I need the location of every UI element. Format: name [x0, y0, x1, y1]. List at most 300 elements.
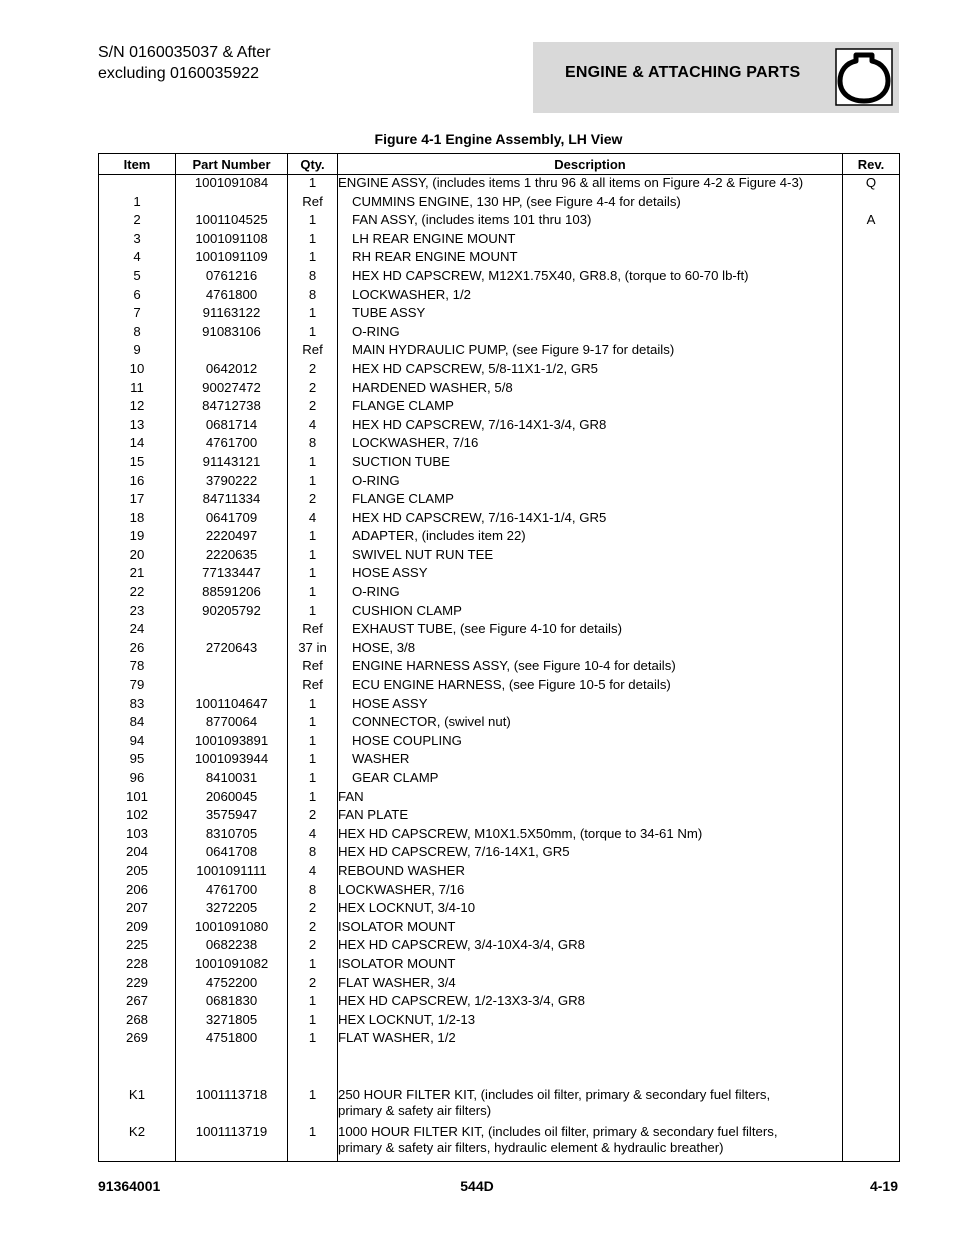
description-text: LOCKWASHER, 7/16	[338, 881, 465, 897]
description-text: EXHAUST TUBE, (see Figure 4-10 for details)	[352, 621, 622, 637]
table-row	[99, 454, 900, 473]
cell-part-number: 1001091084	[176, 175, 288, 194]
cell-item: 207	[99, 900, 176, 919]
description-text: FLANGE CLAMP	[352, 491, 454, 507]
empty-cell	[99, 1049, 176, 1087]
description-text: LOCKWASHER, 7/16	[352, 435, 479, 451]
cell-qty: 8	[288, 287, 338, 306]
cell-qty: 1	[288, 993, 338, 1012]
description-text: HOSE COUPLING	[352, 732, 462, 748]
cell-description	[338, 882, 843, 901]
cell-part-number: 90205792	[176, 603, 288, 622]
cell-part-number: 2060045	[176, 789, 288, 808]
description-text: O-RING	[352, 323, 400, 339]
cell-part-number: 3790222	[176, 473, 288, 492]
table-header-row	[99, 154, 900, 175]
cell-part-number: 1001091111	[176, 863, 288, 882]
cell-qty: 4	[288, 417, 338, 436]
cell-qty: Ref	[288, 658, 338, 677]
cell-item	[99, 175, 176, 194]
description-text: CUSHION CLAMP	[352, 602, 462, 618]
cell-qty: 1	[288, 175, 338, 194]
cell-rev: Q	[843, 175, 900, 194]
cell-description	[338, 603, 843, 622]
cell-part-number: 90027472	[176, 380, 288, 399]
cell-description	[338, 1087, 843, 1124]
parts-table	[98, 153, 900, 1162]
cell-rev	[843, 1087, 900, 1124]
cell-description	[338, 789, 843, 808]
table-row	[99, 789, 900, 808]
empty-cell	[843, 1049, 900, 1087]
cell-item: 24	[99, 621, 176, 640]
cell-rev	[843, 398, 900, 417]
cell-part-number: 4751800	[176, 1030, 288, 1049]
cell-item: 15	[99, 454, 176, 473]
cell-item: 229	[99, 975, 176, 994]
cell-qty: 1	[288, 473, 338, 492]
cell-description	[338, 175, 843, 194]
table-row	[99, 733, 900, 752]
cell-item: 204	[99, 844, 176, 863]
cell-description	[338, 677, 843, 696]
cell-part-number: 88591206	[176, 584, 288, 603]
cell-description	[338, 993, 843, 1012]
table-row	[99, 937, 900, 956]
cell-item: 78	[99, 658, 176, 677]
table-row	[99, 249, 900, 268]
table-spacer-row	[99, 1049, 900, 1087]
cell-description	[338, 342, 843, 361]
cell-qty: Ref	[288, 194, 338, 213]
cell-part-number: 1001104647	[176, 696, 288, 715]
description-line-2: primary & safety air filters)	[338, 1102, 492, 1118]
cell-part-number: 91163122	[176, 305, 288, 324]
description-text: HEX HD CAPSCREW, 7/16-14X1-1/4, GR5	[352, 509, 607, 525]
cell-description	[338, 194, 843, 213]
cell-part-number: 91143121	[176, 454, 288, 473]
description-text: HEX HD CAPSCREW, 3/4-10X4-3/4, GR8	[338, 937, 585, 953]
cell-rev	[843, 565, 900, 584]
description-text: FAN ASSY, (includes items 101 thru 103)	[352, 212, 592, 228]
cell-qty: 1	[288, 1012, 338, 1031]
cell-item: 206	[99, 882, 176, 901]
table-row	[99, 993, 900, 1012]
cell-description	[338, 417, 843, 436]
serial-number-line-2: excluding 0160035922	[98, 65, 260, 82]
cell-qty: 1	[288, 733, 338, 752]
cell-description	[338, 807, 843, 826]
table-row	[99, 658, 900, 677]
cell-rev	[843, 342, 900, 361]
cell-qty: 1	[288, 1087, 338, 1124]
cell-rev	[843, 993, 900, 1012]
footer-page-number: 4-19	[869, 1178, 898, 1194]
table-row	[99, 1030, 900, 1049]
cell-qty: 1	[288, 1124, 338, 1162]
cell-qty: 1	[288, 565, 338, 584]
cell-description	[338, 528, 843, 547]
cell-description	[338, 956, 843, 975]
cell-qty: 1	[288, 528, 338, 547]
section-title: ENGINE & ATTACHING PARTS	[565, 64, 801, 81]
cell-rev	[843, 900, 900, 919]
table-row	[99, 584, 900, 603]
cell-qty: 1	[288, 770, 338, 789]
cell-part-number: 4761700	[176, 882, 288, 901]
table-row	[99, 194, 900, 213]
table-row	[99, 751, 900, 770]
cell-description	[338, 900, 843, 919]
cell-rev	[843, 231, 900, 250]
cell-rev	[843, 324, 900, 343]
cell-description	[338, 287, 843, 306]
cell-qty: 8	[288, 268, 338, 287]
cell-rev	[843, 844, 900, 863]
table-row	[99, 510, 900, 529]
description-text: FAN PLATE	[338, 807, 409, 823]
cell-description	[338, 231, 843, 250]
cell-qty: 1	[288, 789, 338, 808]
cell-item: 102	[99, 807, 176, 826]
table-row	[99, 770, 900, 789]
empty-cell	[338, 1049, 843, 1087]
description-text: HEX HD CAPSCREW, 1/2-13X3-3/4, GR8	[338, 993, 585, 1009]
cell-rev	[843, 584, 900, 603]
description-text: HEX HD CAPSCREW, M10X1.5X50mm, (torque to 34-61 Nm)	[338, 825, 703, 841]
column-header-description: Description	[338, 154, 843, 175]
cell-part-number	[176, 342, 288, 361]
cell-part-number	[176, 677, 288, 696]
table-row	[99, 919, 900, 938]
cell-description	[338, 473, 843, 492]
cell-qty: 8	[288, 844, 338, 863]
table-row	[99, 714, 900, 733]
cell-qty: 8	[288, 435, 338, 454]
cell-part-number: 1001113719	[176, 1124, 288, 1162]
cell-part-number: 1001091082	[176, 956, 288, 975]
cell-item: 101	[99, 789, 176, 808]
cell-part-number: 2720643	[176, 640, 288, 659]
cell-description	[338, 751, 843, 770]
cell-qty: 2	[288, 491, 338, 510]
cell-qty: 4	[288, 826, 338, 845]
cell-description	[338, 658, 843, 677]
cell-part-number: 4761700	[176, 435, 288, 454]
cell-rev	[843, 826, 900, 845]
cell-part-number: 91083106	[176, 324, 288, 343]
description-text: ISOLATOR MOUNT	[338, 955, 456, 971]
cell-item: 3	[99, 231, 176, 250]
cell-description	[338, 640, 843, 659]
description-text: TUBE ASSY	[352, 305, 426, 321]
cell-item: 79	[99, 677, 176, 696]
description-line-1: 1000 HOUR FILTER KIT, (includes oil filter, primary & secondary fuel filters,	[338, 1123, 778, 1139]
cell-part-number: 0761216	[176, 268, 288, 287]
cell-qty: 2	[288, 398, 338, 417]
cell-part-number: 1001091108	[176, 231, 288, 250]
cell-rev	[843, 919, 900, 938]
description-line-2: primary & safety air filters, hydraulic element & hydraulic breather)	[338, 1139, 724, 1155]
cell-part-number: 0681714	[176, 417, 288, 436]
cell-item: 9	[99, 342, 176, 361]
cell-part-number: 1001091080	[176, 919, 288, 938]
table-row	[99, 361, 900, 380]
cell-description	[338, 380, 843, 399]
cell-item: 7	[99, 305, 176, 324]
cell-rev	[843, 268, 900, 287]
cell-item: 268	[99, 1012, 176, 1031]
cell-part-number: 8410031	[176, 770, 288, 789]
cell-qty: 1	[288, 231, 338, 250]
cell-rev	[843, 380, 900, 399]
description-text: HARDENED WASHER, 5/8	[352, 379, 513, 395]
column-header-item: Item	[99, 154, 176, 175]
table-row	[99, 603, 900, 622]
cell-item: 8	[99, 324, 176, 343]
cell-part-number: 2220497	[176, 528, 288, 547]
cell-description	[338, 584, 843, 603]
cell-description	[338, 714, 843, 733]
description-text: SWIVEL NUT RUN TEE	[352, 546, 494, 562]
cell-qty: Ref	[288, 621, 338, 640]
table-row	[99, 677, 900, 696]
cell-item: 228	[99, 956, 176, 975]
cell-qty: 1	[288, 1030, 338, 1049]
description-text: LH REAR ENGINE MOUNT	[352, 230, 516, 246]
table-row	[99, 696, 900, 715]
cell-description	[338, 937, 843, 956]
cell-part-number	[176, 194, 288, 213]
description-text: MAIN HYDRAULIC PUMP, (see Figure 9-17 for details)	[352, 342, 675, 358]
cell-qty: 1	[288, 714, 338, 733]
column-header-qty: Qty.	[288, 154, 338, 175]
cell-description	[338, 212, 843, 231]
cell-rev	[843, 473, 900, 492]
cell-description	[338, 324, 843, 343]
table-row	[99, 324, 900, 343]
cell-description	[338, 1124, 843, 1162]
cell-item: 13	[99, 417, 176, 436]
column-header-part-number: Part Number	[176, 154, 288, 175]
cell-rev	[843, 1030, 900, 1049]
cell-part-number: 1001091109	[176, 249, 288, 268]
cell-rev	[843, 677, 900, 696]
cell-part-number: 3272205	[176, 900, 288, 919]
description-text: GEAR CLAMP	[352, 770, 439, 785]
cell-part-number: 0641708	[176, 844, 288, 863]
cell-description	[338, 510, 843, 529]
cell-description	[338, 863, 843, 882]
serial-number-line-1: S/N 0160035037 & After	[98, 44, 271, 61]
cell-item: 205	[99, 863, 176, 882]
cell-qty: 2	[288, 919, 338, 938]
table-row	[99, 640, 900, 659]
cell-item: 1	[99, 194, 176, 213]
description-text: WASHER	[352, 751, 410, 767]
table-row	[99, 1012, 900, 1031]
cell-rev	[843, 194, 900, 213]
cell-description	[338, 565, 843, 584]
cell-rev	[843, 547, 900, 566]
description-text: HOSE ASSY	[352, 565, 428, 581]
cell-qty: 37 in	[288, 640, 338, 659]
cell-qty: 1	[288, 956, 338, 975]
description-text: ENGINE HARNESS ASSY, (see Figure 10-4 for details)	[352, 658, 676, 674]
cell-rev	[843, 733, 900, 752]
cell-qty: 1	[288, 324, 338, 343]
cell-item: 14	[99, 435, 176, 454]
cell-description	[338, 491, 843, 510]
cell-rev	[843, 956, 900, 975]
table-row	[99, 473, 900, 492]
cell-description	[338, 547, 843, 566]
cell-item: 83	[99, 696, 176, 715]
cell-description	[338, 398, 843, 417]
table-row	[99, 900, 900, 919]
description-text: LOCKWASHER, 1/2	[352, 286, 471, 302]
table-row-kit	[99, 1124, 900, 1162]
cell-part-number: 0681830	[176, 993, 288, 1012]
cell-item: 20	[99, 547, 176, 566]
cell-item: 96	[99, 770, 176, 789]
description-text: ENGINE ASSY, (includes items 1 thru 96 & all items on Figure 4-2 & Figure 4-3)	[338, 175, 804, 190]
description-text: HEX LOCKNUT, 3/4-10	[338, 900, 476, 916]
cell-rev	[843, 249, 900, 268]
engine-icon	[834, 47, 894, 107]
description-text: FLANGE CLAMP	[352, 398, 454, 414]
description-line-1: 250 HOUR FILTER KIT, (includes oil filter, primary & secondary fuel filters,	[338, 1086, 771, 1102]
description-text: HOSE, 3/8	[352, 639, 416, 655]
description-text: REBOUND WASHER	[338, 862, 466, 878]
cell-rev	[843, 714, 900, 733]
cell-rev	[843, 621, 900, 640]
description-text: FAN	[338, 788, 364, 804]
cell-description	[338, 975, 843, 994]
description-text: CONNECTOR, (swivel nut)	[352, 714, 511, 730]
cell-item: K1	[99, 1087, 176, 1124]
cell-qty: 2	[288, 900, 338, 919]
cell-qty: 2	[288, 380, 338, 399]
cell-description	[338, 844, 843, 863]
cell-item: 2	[99, 212, 176, 231]
cell-qty: 1	[288, 603, 338, 622]
cell-item: 12	[99, 398, 176, 417]
cell-qty: 2	[288, 975, 338, 994]
description-text: HEX HD CAPSCREW, M12X1.75X40, GR8.8, (torque to 60-70 lb-ft)	[352, 267, 749, 283]
cell-rev	[843, 751, 900, 770]
table-row	[99, 882, 900, 901]
cell-rev	[843, 807, 900, 826]
description-text: HEX LOCKNUT, 1/2-13	[338, 1011, 476, 1027]
cell-item: 23	[99, 603, 176, 622]
cell-rev	[843, 696, 900, 715]
cell-qty: 4	[288, 510, 338, 529]
cell-item: 10	[99, 361, 176, 380]
cell-qty: 1	[288, 212, 338, 231]
cell-qty: 1	[288, 249, 338, 268]
cell-description	[338, 733, 843, 752]
section-header	[533, 42, 899, 113]
cell-qty: Ref	[288, 677, 338, 696]
cell-item: 16	[99, 473, 176, 492]
cell-item: 103	[99, 826, 176, 845]
table-row	[99, 621, 900, 640]
cell-qty: 1	[288, 454, 338, 473]
cell-part-number: 84712738	[176, 398, 288, 417]
cell-rev	[843, 287, 900, 306]
table-row	[99, 398, 900, 417]
cell-item: 18	[99, 510, 176, 529]
cell-rev: A	[843, 212, 900, 231]
cell-qty: 2	[288, 937, 338, 956]
cell-rev	[843, 975, 900, 994]
cell-item: 22	[99, 584, 176, 603]
cell-description	[338, 435, 843, 454]
cell-description	[338, 770, 843, 789]
cell-item: 26	[99, 640, 176, 659]
cell-part-number: 1001113718	[176, 1087, 288, 1124]
table-row-kit	[99, 1087, 900, 1124]
cell-item: 225	[99, 937, 176, 956]
table-row	[99, 231, 900, 250]
cell-item: 94	[99, 733, 176, 752]
cell-rev	[843, 882, 900, 901]
cell-part-number: 3271805	[176, 1012, 288, 1031]
cell-qty: 1	[288, 305, 338, 324]
cell-rev	[843, 454, 900, 473]
description-text: ADAPTER, (includes item 22)	[352, 528, 526, 544]
description-text: FLAT WASHER, 3/4	[338, 974, 456, 990]
cell-qty: 1	[288, 584, 338, 603]
footer-model: 544D	[460, 1178, 494, 1194]
description-text: HOSE ASSY	[352, 695, 428, 711]
cell-item: 4	[99, 249, 176, 268]
description-text: SUCTION TUBE	[352, 453, 450, 469]
table-row	[99, 417, 900, 436]
cell-qty: 1	[288, 696, 338, 715]
description-text: CUMMINS ENGINE, 130 HP, (see Figure 4-4 for details)	[352, 193, 681, 209]
cell-part-number: 1001104525	[176, 212, 288, 231]
cell-qty: 2	[288, 361, 338, 380]
cell-item: 6	[99, 287, 176, 306]
table-row	[99, 956, 900, 975]
cell-item: 17	[99, 491, 176, 510]
cell-part-number: 2220635	[176, 547, 288, 566]
table-row	[99, 175, 900, 194]
description-text: HEX HD CAPSCREW, 7/16-14X1-3/4, GR8	[352, 416, 607, 432]
cell-rev	[843, 863, 900, 882]
footer-publication-number: 91364001	[98, 1178, 161, 1194]
table-row	[99, 975, 900, 994]
cell-item: 267	[99, 993, 176, 1012]
cell-part-number: 1001093891	[176, 733, 288, 752]
cell-rev	[843, 417, 900, 436]
table-row	[99, 287, 900, 306]
cell-item: 21	[99, 565, 176, 584]
cell-description	[338, 919, 843, 938]
table-row	[99, 826, 900, 845]
cell-item: 269	[99, 1030, 176, 1049]
cell-description	[338, 621, 843, 640]
table-row	[99, 844, 900, 863]
cell-description	[338, 826, 843, 845]
cell-item: 95	[99, 751, 176, 770]
cell-item: 84	[99, 714, 176, 733]
description-text: RH REAR ENGINE MOUNT	[352, 249, 518, 265]
cell-rev	[843, 640, 900, 659]
table-row	[99, 547, 900, 566]
